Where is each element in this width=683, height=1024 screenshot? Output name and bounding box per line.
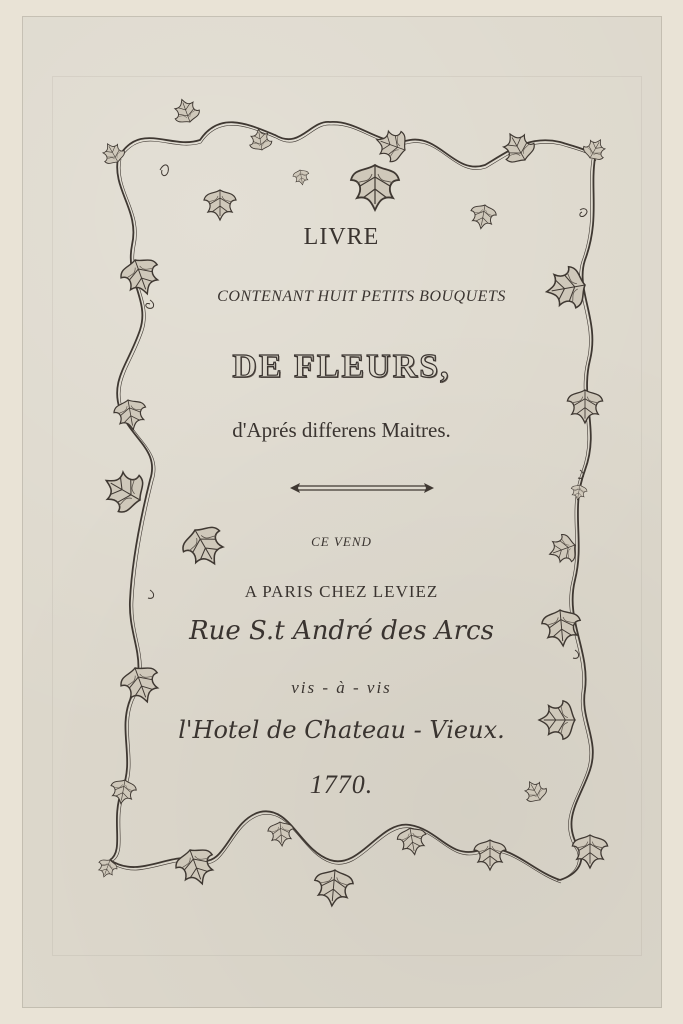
title-de-fleurs: DE FLEURS,: [232, 348, 451, 385]
street-address: Rue S.t André des Arcs: [189, 616, 494, 646]
vis-a-vis-label: vis - à - vis: [291, 678, 392, 697]
publication-year: 1770.: [309, 770, 374, 799]
hotel-address: l'Hotel de Chateau - Vieux.: [178, 716, 505, 744]
subtitle-contenant: CONTENANT HUIT PETITS BOUQUETS: [217, 288, 506, 305]
double-arrow-rule-icon: [288, 480, 436, 496]
publisher-line: A PARIS CHEZ LEVIEZ: [244, 582, 439, 601]
title-livre: LIVRE: [303, 224, 380, 250]
subtitle-dapres: d'Aprés differens Maitres.: [232, 418, 451, 442]
ce-vend-label: CE VEND: [311, 534, 372, 549]
